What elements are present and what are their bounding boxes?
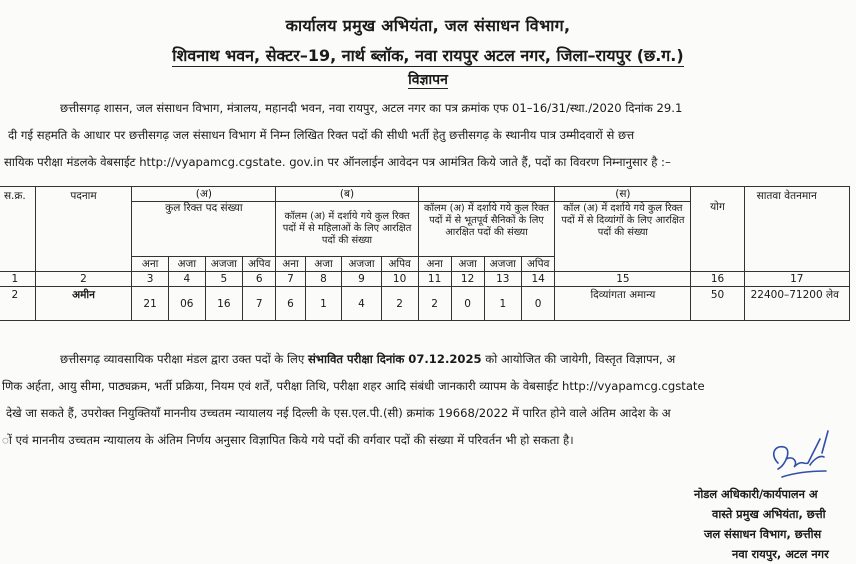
col-number: 4 [168,272,205,287]
row-c-aja: 0 [451,287,484,321]
signature-scribble [764,425,844,485]
col-number: 13 [484,272,521,287]
table-row [0,287,850,321]
row-a-ajja: 16 [205,287,242,321]
col-number: 6 [243,272,276,287]
group-a-title: कुल रिक्त पद संख्या [132,202,276,257]
group-c-label [418,187,555,202]
row-total: 50 [691,287,744,321]
subcat-a-ajja: अजजा [205,257,242,272]
row-post: अमीन [35,287,132,321]
row-c-ana: 2 [418,287,451,321]
col-header-sno: स.क्र. [0,187,35,272]
col-header-pay: सातवा वेतनमान [744,187,849,272]
row-a-aja: 06 [168,287,205,321]
row-disabled-reservation: दिव्यांगता अमान्य [555,287,691,321]
row-b-apiv: 2 [381,287,418,321]
col-header-post: पदनाम [35,187,132,272]
column-number-row [0,272,850,287]
exam-date: संभावित परीक्षा दिनांक 07.12.2025 [307,352,482,366]
row-sno: 2 [0,287,35,321]
signatory-designation: नोडल अधिकारी/कार्यपालन अ [694,487,818,501]
col-number: 16 [691,272,744,287]
group-b-title: कॉलम (अ) में दर्शाये गये कुल रिक्त पदों में से महिलाओं के लिए आरक्षित पदों की संख्या [276,202,418,257]
col-number: 3 [132,272,169,287]
col-number: 12 [451,272,484,287]
row-pay-scale: 22400–71200 लेव [744,287,849,321]
col-number: 5 [205,272,242,287]
subcat-b-aja: अजा [305,257,342,272]
row-b-ajja: 4 [342,287,381,321]
office-address: शिवनाथ भवन, सेक्टर–19, नार्थ ब्लॉक, नवा रायपुर अटल नगर, जिला–रायपुर (छ.ग.) [172,46,684,65]
intro-line-1: छत्तीसगढ़ शासन, जल संसाधन विभाग, मंत्रालय, महानदी भवन, नवा रायपुर, अटल नगर का पत्र क्रमांक एफ 01–16/31/स्था./2020 दिनांक 29.1 [60,101,683,115]
body-line-4: ों एवं माननीय उच्चतम न्यायालय के अंतिम निर्णय अनुसार विज्ञापित किये गये पदों की वर्गवार पदों की संख्या में परिवर्तन भी हो सकता है। [2,433,574,447]
row-b-ana: 6 [276,287,305,321]
office-title: कार्यालय प्रमुख अभियंता, जल संसाधन विभाग, [285,16,571,35]
subcat-b-apiv: अपिव [381,257,418,272]
subcat-b-ana: अना [276,257,305,272]
subcat-b-ajja: अजजा [342,257,381,272]
row-c-ajja: 1 [484,287,521,321]
row-c-apiv: 0 [521,287,554,321]
intro-line-2: दी गई सहमति के आधार पर छत्तीसगढ़ जल संसाधन विभाग में निम्न लिखित रिक्त पदों की सीधी भर्ती हेतु छत्तीसगढ़ के स्थानीय पात्र उम्मीदवारों से छत्त [8,128,635,142]
signatory-on-behalf: वास्ते प्रमुख अभियंता, छत्ती [712,507,826,521]
group-c-title: कॉलम (अ) में दर्शाये गये कुल रिक्त पदों में से भूतपूर्व सैनिकों के लिए आरक्षित पदों की संख्या [418,202,555,257]
subcat-a-ana: अना [132,257,169,272]
row-a-ana: 21 [132,287,169,321]
col-header-total: योग [691,187,744,272]
group-d-title: कॉल (अ) में दर्शाये गये कुल रिक्त पदों में से दिव्यांगों के लिए आरक्षित पदों की संख्या [555,202,691,272]
row-a-apiv: 7 [243,287,276,321]
body-line-1: छत्तीसगढ़ व्यावसायिक परीक्षा मंडल द्वारा उक्त पदों के लिए संभावित परीक्षा दिनांक 07.12.2025 को आयोजित की जायेगी, विस्तृत विज्ञापन, अ [60,352,676,366]
col-number: 9 [342,272,381,287]
subcat-a-aja: अजा [168,257,205,272]
subcat-c-apiv: अपिव [521,257,554,272]
col-number: 14 [521,272,554,287]
vyapam-url: http://vyapamcg.cgstate. gov.in [139,155,324,169]
group-a-label: (अ) [132,187,276,202]
body-line-3: देखे जा सकते हैं, उपरोक्त नियुक्तियाँ माननीय उच्चतम न्यायालय नई दिल्ली के एस.एल.पी.(सी) क्रमांक 19668/2022 में पारित होने वाले अंतिम आदेश के अ [6,406,671,420]
col-number: 2 [35,272,132,287]
col-number: 10 [381,272,418,287]
subcat-a-apiv: अपिव [243,257,276,272]
subcat-c-ajja: अजजा [484,257,521,272]
col-number: 11 [418,272,451,287]
col-number: 7 [276,272,305,287]
body-line-2: णिक अर्हता, आयु सीमा, पाठ्यक्रम, भर्ती प्रक्रिया, नियम एवं शर्तें, परीक्षा तिथि, परीक्षा शहर आदि संबंधी जानकारी व्यापम के वेबसाईट http://vyapamcg.cgstate [2,379,705,393]
col-number: 8 [305,272,342,287]
group-d-label: (स) [555,187,691,202]
col-number: 1 [0,272,35,287]
intro-line-3: सायिक परीक्षा मंडलके वेबसाईट http://vyapamcg.cgstate. gov.in पर ऑनलाईन आवेदन पत्र आमंत्रित किये जाते हैं, पदों का विवरण निम्नानुसार है :– [4,155,671,169]
signatory-location: नवा रायपुर, अटल नगर [732,547,829,561]
col-number: 17 [744,272,849,287]
subcat-c-ana: अना [418,257,451,272]
notice-title: विज्ञापन [408,72,448,88]
signatory-department: जल संसाधन विभाग, छत्तीस [704,527,822,541]
row-b-aja: 1 [305,287,342,321]
subcat-c-aja: अजा [451,257,484,272]
vacancy-table [0,186,850,321]
col-number: 15 [555,272,691,287]
group-b-label: (ब) [276,187,418,202]
